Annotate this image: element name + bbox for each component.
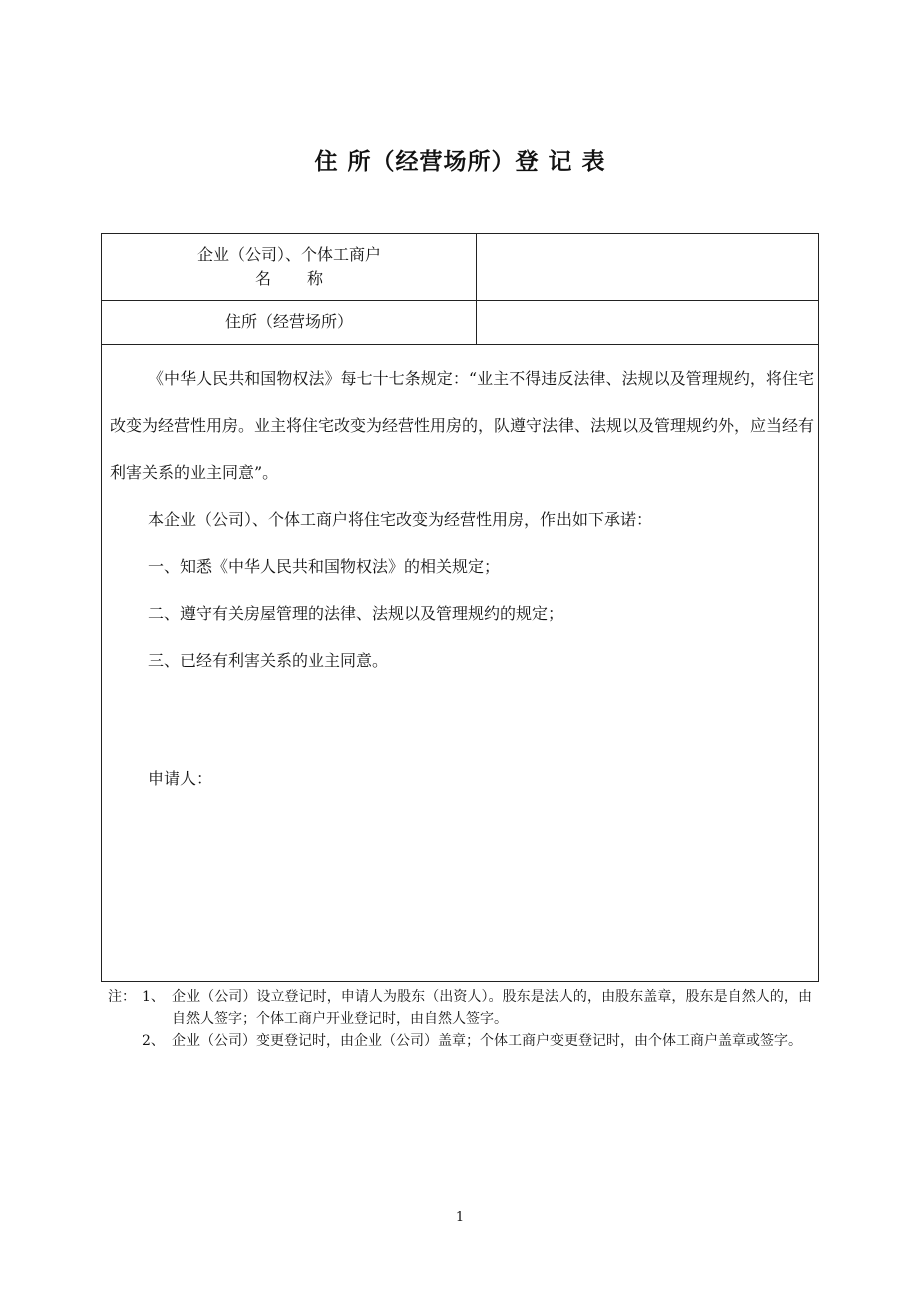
- note-number: 2、: [142, 1033, 165, 1049]
- name-label: [102, 243, 476, 291]
- name-row: [102, 234, 818, 301]
- page-title: 住 所（经营场所）登 记 表: [314, 149, 606, 175]
- page-number: 1: [455, 1210, 465, 1225]
- name-label-line2: 名称: [254, 269, 359, 288]
- note-text: 企业（公司）设立登记时，申请人为股东（出资人）。股东是法人的，由股东盖章，股东是自然人的，由自然人签字；个体工商户开业登记时，由自然人签字。: [172, 989, 812, 1027]
- name-label-line1: 企业（公司）、个体工商户: [196, 245, 381, 264]
- notes-section: [108, 986, 812, 1052]
- commitment-section: [110, 355, 814, 684]
- name-value-field[interactable]: [478, 234, 818, 300]
- law-paragraph: 《中华人民共和国物权法》每七十七条规定：“业主不得违反法律、法规以及管理规约，将住宅改变为经营性用房。业主将住宅改变为经营性用房的，队遵守法律、法规以及管理规约外，应当经有利害关系的业主同意”。: [110, 369, 815, 482]
- commitment-item: 三、已经有利害关系的业主同意。: [148, 651, 389, 670]
- note-item: [108, 986, 812, 1030]
- address-label: 住所（经营场所）: [224, 312, 353, 331]
- registration-form: [101, 233, 819, 982]
- address-value-field[interactable]: [478, 300, 818, 344]
- column-divider: [476, 234, 477, 344]
- commitment-intro: 本企业（公司）、个体工商户将住宅改变为经营性用房，作出如下承诺：: [148, 510, 653, 529]
- note-text: 企业（公司）变更登记时，由企业（公司）盖章；个体工商户变更登记时，由个体工商户盖章或签字。: [172, 1033, 802, 1049]
- applicant-label: 申请人：: [148, 769, 213, 788]
- commitment-item: 二、遵守有关房屋管理的法律、法规以及管理规约的规定；: [148, 604, 565, 623]
- commitment-item: 一、知悉《中华人民共和国物权法》的相关规定；: [148, 557, 501, 576]
- note-number: 1、: [142, 989, 165, 1005]
- note-item: [108, 1030, 812, 1052]
- notes-prefix: 注：: [108, 989, 136, 1005]
- address-row: [102, 300, 818, 345]
